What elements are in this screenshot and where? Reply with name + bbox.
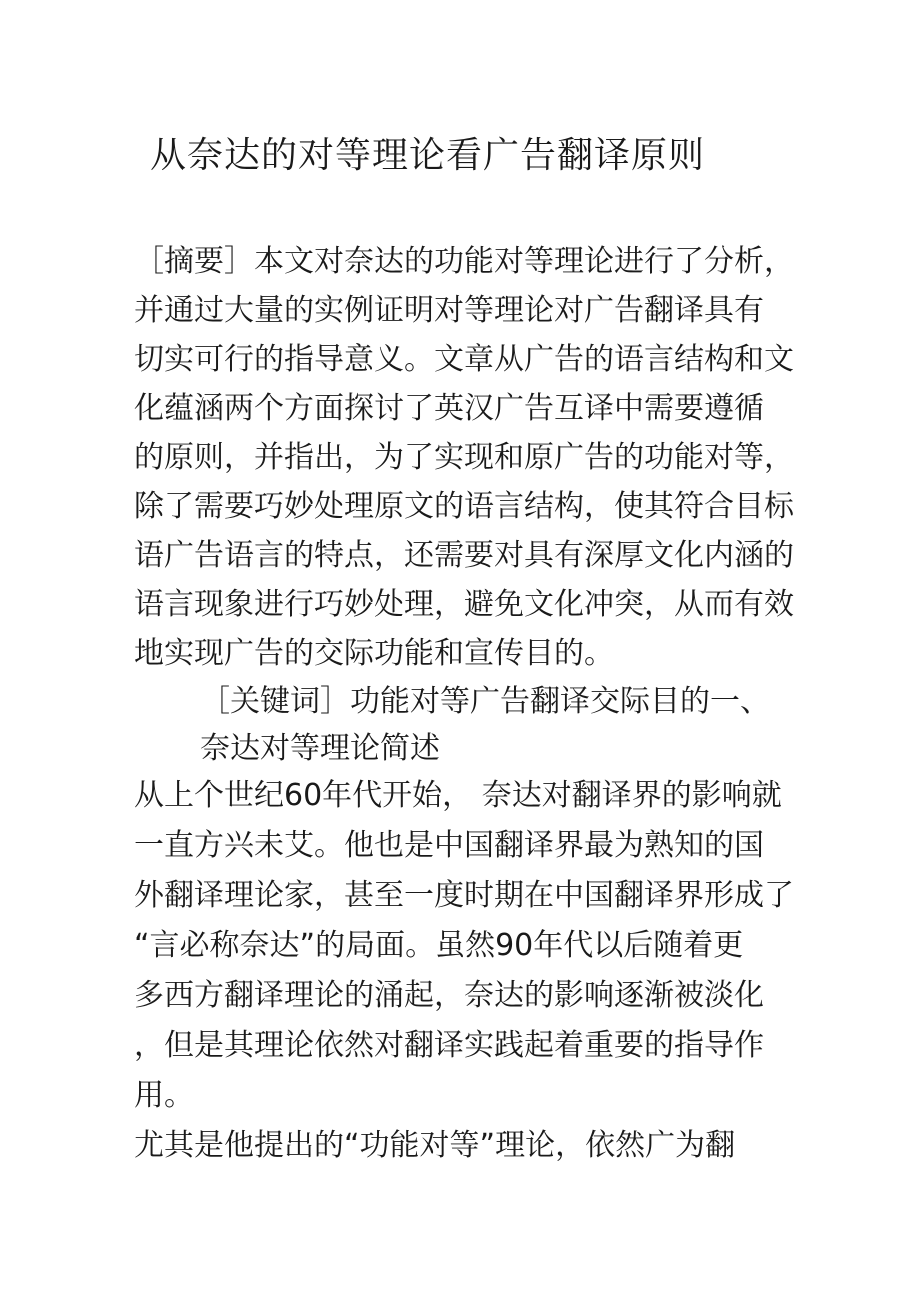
abstract-line: 地实现广告的交际功能和宣传目的。: [134, 636, 614, 671]
abstract-line: 除了需要巧妙处理原文的语言结构，使其符合目标: [134, 489, 794, 524]
document-title: 从奈达的对等理论看广告翻译原则: [150, 135, 706, 176]
body-line: 一直方兴未艾。他也是中国翻译界最为熟知的国: [134, 828, 764, 863]
body-line: ，但是其理论依然对翻译实践起着重要的指导作: [134, 1028, 764, 1063]
body-line: 多西方翻译理论的涌起，奈达的影响逐渐被淡化: [134, 978, 764, 1013]
abstract-line: 化蕴涵两个方面探讨了英汉广告互译中需要遵循: [134, 391, 764, 426]
body-line: 用。: [134, 1078, 194, 1113]
abstract-line: 切实可行的指导意义。文章从广告的语言结构和文: [134, 342, 794, 377]
section-heading: 奈达对等理论简述: [200, 731, 440, 766]
abstract-line: 语广告语言的特点，还需要对具有深厚文化内涵的: [134, 538, 794, 573]
abstract-line: 语言现象进行巧妙处理，避免文化冲突，从而有效: [134, 587, 794, 622]
abstract-line: 的原则，并指出，为了实现和原广告的功能对等，: [134, 440, 794, 475]
body-line: 外翻译理论家，甚至一度时期在中国翻译界形成了: [134, 878, 794, 913]
body-line: 尤其是他提出的“功能对等”理论，依然广为翻: [134, 1128, 736, 1163]
keywords-line: ［关键词］功能对等广告翻译交际目的一、: [200, 684, 770, 719]
body-line: “言必称奈达”的局面。虽然90年代以后随着更: [134, 928, 744, 963]
body-line: 从上个世纪60年代开始， 奈达对翻译界的影响就: [134, 778, 782, 813]
abstract-line: ［摘要］本文对奈达的功能对等理论进行了分析，: [134, 244, 794, 279]
abstract-line: 并通过大量的实例证明对等理论对广告翻译具有: [134, 293, 764, 328]
